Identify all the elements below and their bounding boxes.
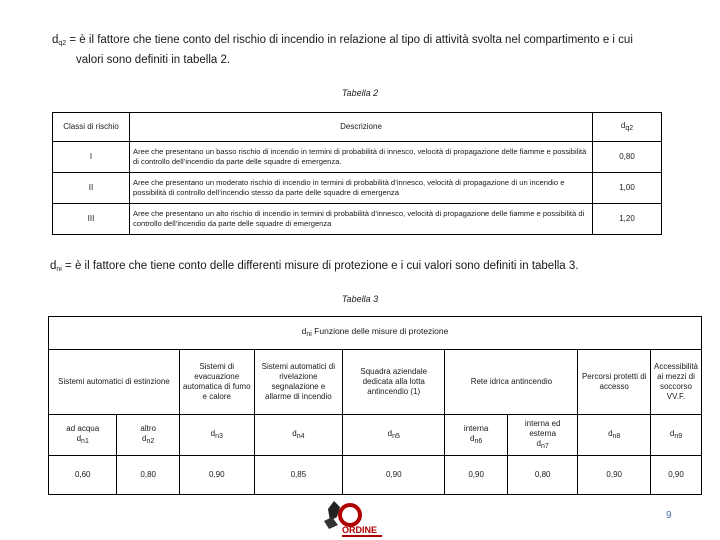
cell-valore: 0,80: [593, 142, 662, 173]
subheader-cell: $d_{n8}$: [578, 415, 651, 456]
subheader-cell: interna ed esterna $d_{n7}$: [507, 415, 577, 456]
table-3: [48, 316, 702, 495]
intro-paragraph-line2: valori sono definiti in tabella 2.: [76, 54, 231, 66]
cell-descrizione: Aree che presentano un basso rischio di incendio in termini di probabilità di innesco, velocità di propagazione delle fiamme e possibilità di controllo dell’incendio da parte delle squadre di emergenza.: [130, 142, 593, 173]
table2-header-row: [53, 113, 662, 142]
page-number: 9: [666, 510, 672, 521]
table3-title-row: [49, 317, 702, 350]
header-estinzione: Sistemi automatici di estinzione: [49, 350, 180, 415]
cell-valore: 1,00: [593, 173, 662, 204]
ordine-logo: [320, 495, 390, 540]
cell-valore: 1,20: [593, 204, 662, 235]
cell-classe: II: [53, 173, 130, 204]
table3-header-row: [49, 350, 702, 415]
table3-title: $d_{ni}$ Funzione delle misure di protezione: [49, 317, 702, 350]
header-rete-idrica: Rete idrica antincendio: [445, 350, 578, 415]
intro-paragraph-dq2: $d_{q2}$ = è il fattore che tiene conto del rischio di incendio in relazione al tipo di attività svolta nel compartimento e i cui valori sono definiti in tabella 2.: [52, 32, 692, 68]
subheader-cell: $d_{n5}$: [343, 415, 445, 456]
header-classi: Classi di rischio: [53, 113, 130, 142]
subheader-cell: $d_{n9}$: [650, 415, 701, 456]
logo-text: ORDINE: [342, 525, 378, 535]
subheader-cell: $d_{n3}$: [179, 415, 254, 456]
value-cell: 0,80: [117, 456, 179, 495]
table3-subheader-row: [49, 415, 702, 456]
table-2: [52, 112, 662, 235]
table2-caption: Tabella 2: [341, 88, 379, 98]
table-row: [53, 204, 662, 235]
header-percorsi: Percorsi protetti di accesso: [578, 350, 651, 415]
value-cell: 0,90: [445, 456, 508, 495]
value-cell: 0,60: [49, 456, 117, 495]
cell-descrizione: Aree che presentano un alto rischio di incendio in termini di probabilità d’innesco, velocità di propagazione delle fiamme e possibilità di controllo dell’incendio da parte delle squadre di emergenza: [130, 204, 593, 235]
subheader-cell: ad acqua $d_{n1}$: [49, 415, 117, 456]
value-cell: 0,90: [179, 456, 254, 495]
header-dq2: $d_{q2}$: [593, 113, 662, 142]
header-descrizione: Descrizione: [130, 113, 593, 142]
cell-classe: I: [53, 142, 130, 173]
table3-caption: Tabella 3: [341, 294, 379, 304]
value-cell: 0,90: [343, 456, 445, 495]
table-row: [53, 142, 662, 173]
value-cell: 0,90: [650, 456, 701, 495]
table3-values-row: [49, 456, 702, 495]
cell-classe: III: [53, 204, 130, 235]
intro-paragraph-dni: $d_{ni}$ = è il fattore che tiene conto delle differenti misure di protezione e i cui valori sono definiti in tabella 3.: [50, 260, 579, 273]
header-evacuazione: Sistemi di evacuazione automatica di fumo e calore: [179, 350, 254, 415]
subheader-cell: interna $d_{n6}$: [445, 415, 508, 456]
value-cell: 0,85: [254, 456, 343, 495]
subheader-cell: $d_{n4}$: [254, 415, 343, 456]
header-squadra: Squadra aziendale dedicata alla lotta antincendio (1): [343, 350, 445, 415]
value-cell: 0,90: [578, 456, 651, 495]
header-rivelazione: Sistemi automatici di rivelazione segnalazione e allarme di incendio: [254, 350, 343, 415]
header-accessibilita: Accessibilità ai mezzi di soccorso VV.F.: [650, 350, 701, 415]
cell-descrizione: Aree che presentano un moderato rischio di incendio in termini di probabilità d’innesco, velocità di propagazione di un incendio e possibilità di controllo dell’incendio stesso da parte delle squadre di emergenza: [130, 173, 593, 204]
subheader-cell: altro $d_{n2}$: [117, 415, 179, 456]
value-cell: 0,80: [507, 456, 577, 495]
table-row: [53, 173, 662, 204]
symbol-dni: $d_{ni}$: [50, 260, 62, 273]
symbol-dq2: $d_{q2}$: [52, 34, 67, 47]
